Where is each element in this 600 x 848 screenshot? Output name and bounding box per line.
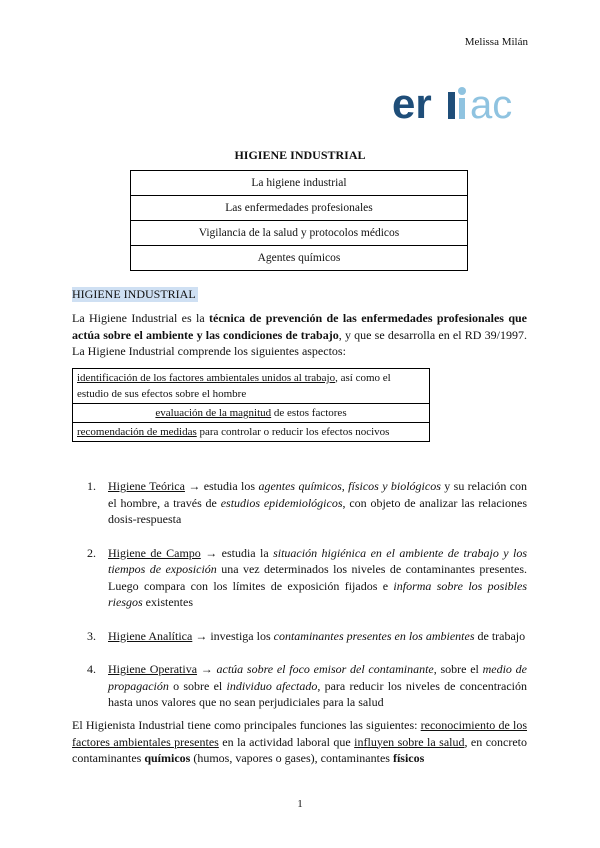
author-name: Melissa Milán <box>464 36 528 48</box>
list-item: 4. Higiene Operativa → actúa sobre el foco emisor del contaminante, sobre el medio de propagación o sobre el individuo afectado, para reducir los niveles de concentración hasta unos valores que no sean perjudiciales para la salud <box>87 662 528 709</box>
list-item: 1. Higiene Teórica → estudia los agentes químicos, físicos y biológicos y su relación con el hombre, a través de estudios epidemiológicos, con objeto de analizar las relaciones dosis-respuesta <box>87 479 528 526</box>
topic-cell: La higiene industrial <box>131 171 468 196</box>
svg-text:er: er <box>392 82 432 124</box>
list-item: 2. Higiene de Campo → estudia la situación higiénica en el ambiente de trabajo y los tiempos de exposición una vez determinados los niveles de contaminantes presentes. Luego compara con los límites de exposición fijados e informa sobre los posibles riesgos existentes <box>87 545 528 609</box>
page-number: 1 <box>297 798 303 810</box>
aspect-cell: recomendación de medidas para controlar o reducir los efectos nocivos <box>73 423 430 442</box>
topic-cell: Las enfermedades profesionales <box>131 196 468 221</box>
topic-cell: Vigilancia de la salud y protocolos médicos <box>131 221 468 246</box>
list-item: 3. Higiene Analítica → investiga los contaminantes presentes en los ambientes de trabajo <box>87 628 526 643</box>
erlac-logo <box>392 82 522 124</box>
aspect-cell: identificación de los factores ambientales unidos al trabajo, así como el estudio de sus efectos sobre el hombre <box>73 369 430 404</box>
topics-table <box>130 170 468 271</box>
svg-text:ac: ac <box>470 83 513 124</box>
page-title: HIGIENE INDUSTRIAL <box>234 148 366 162</box>
section-heading: HIGIENE INDUSTRIAL <box>72 287 196 301</box>
functions-paragraph: El Higienista Industrial tiene como principales funciones las siguientes: reconocimiento de los factores ambientales presentes en la actividad laboral que influyen sobre la salud, en concreto contaminantes químicos (humos, vapores o gases), contaminantes físicos <box>72 718 528 765</box>
topic-cell: Agentes químicos <box>131 246 468 271</box>
intro-paragraph: La Higiene Industrial es la técnica de prevención de las enfermedades profesionales que actúa sobre el ambiente y las condiciones de trabajo, y que se desarrolla en el RD 39/1997. La Higiene Industrial comprende los siguientes aspectos: <box>72 311 527 358</box>
aspect-cell: evaluación de la magnitud de estos factores <box>73 404 430 423</box>
aspects-table <box>72 368 430 442</box>
branches-list <box>72 478 527 728</box>
